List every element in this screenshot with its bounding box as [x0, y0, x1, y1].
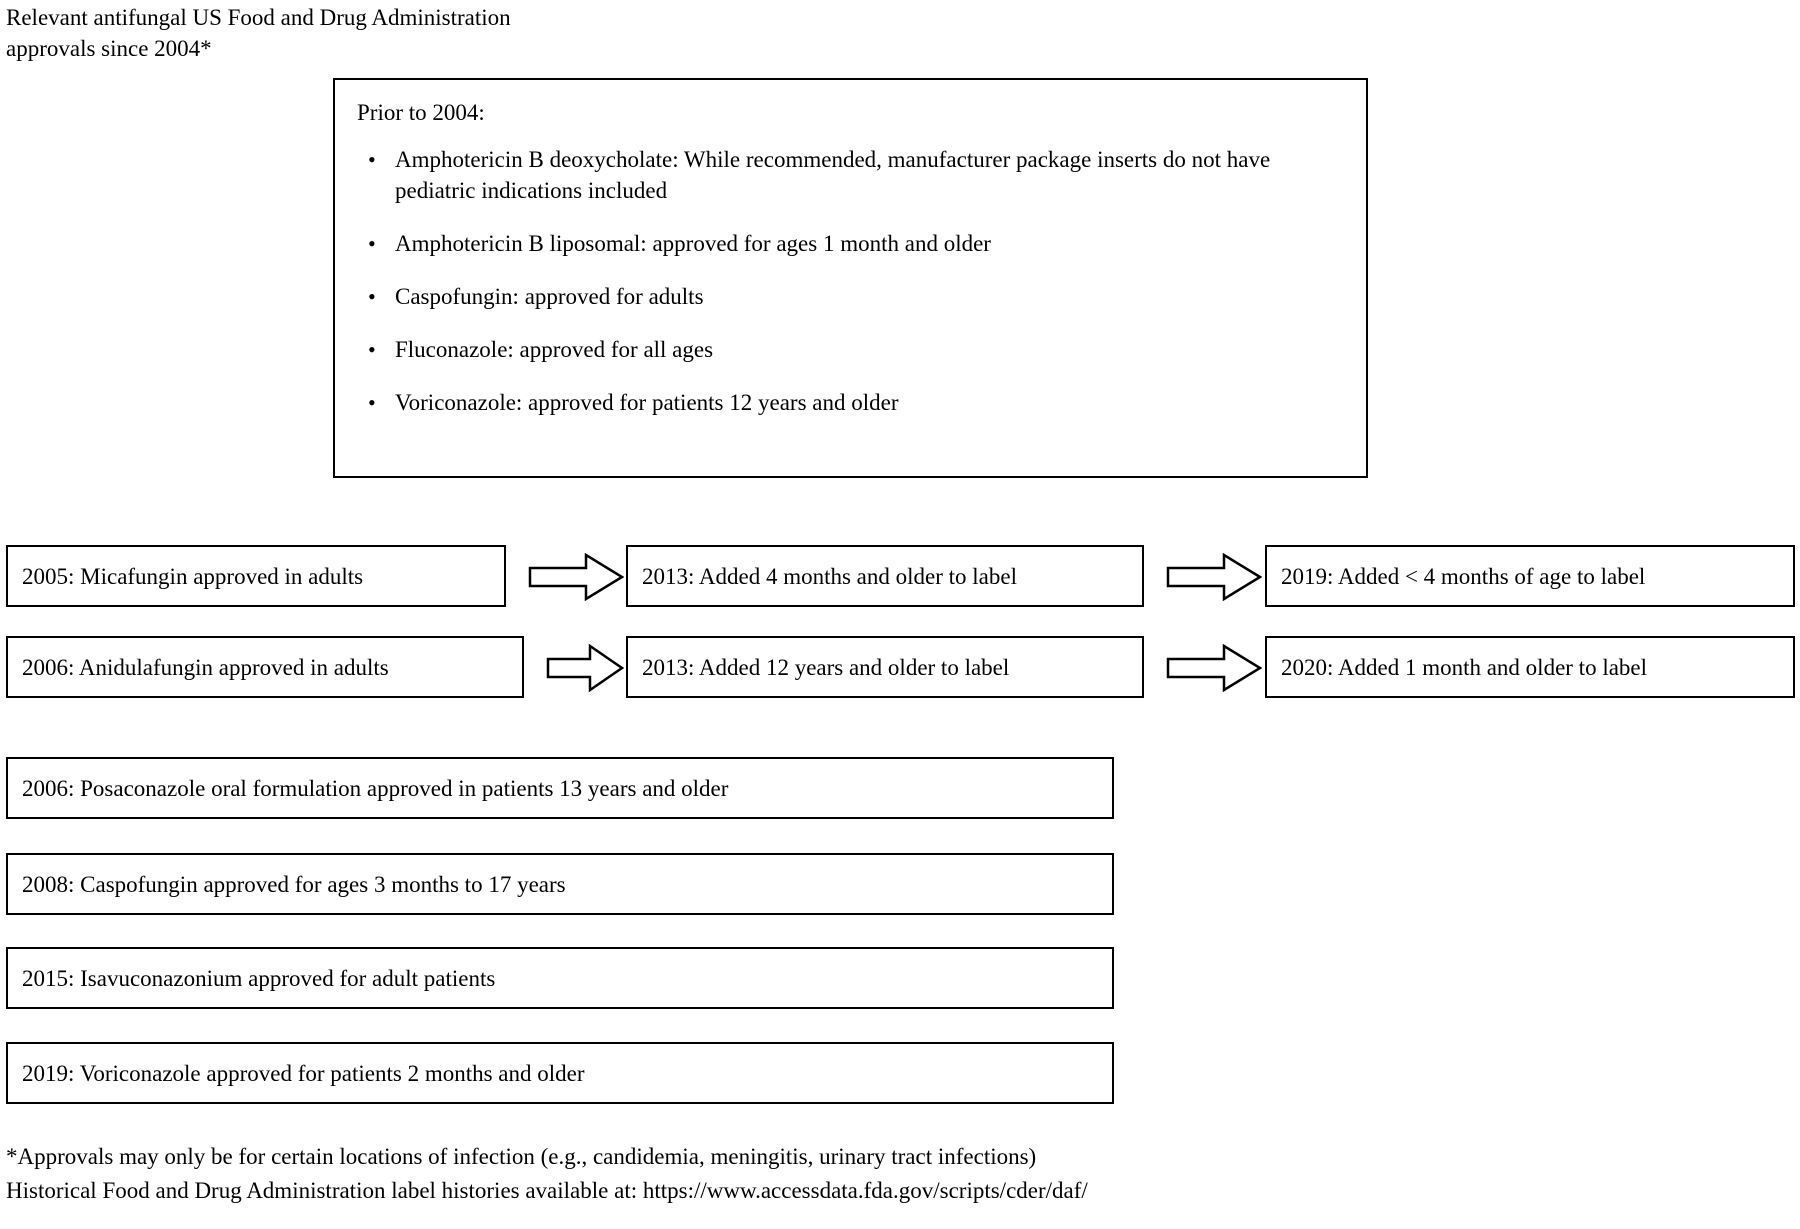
flow-node-posaconazole-2006: 2006: Posaconazole oral formulation approved in patients 13 years and older — [6, 757, 1114, 819]
footnote-approvals: *Approvals may only be for certain locations of infection (e.g., candidemia, meningitis, urinary tract infections) — [6, 1144, 1037, 1169]
footnote-label-histories: Historical Food and Drug Administration label histories available at: https://www.accessdata.fda.gov/scripts/cder/daf/ — [6, 1178, 1088, 1203]
prior-to-2004-heading: Prior to 2004: — [357, 100, 485, 125]
arrow-right-icon — [1166, 643, 1262, 693]
list-item — [357, 387, 1344, 418]
arrow-right-icon — [546, 643, 624, 693]
list-item — [357, 228, 1344, 259]
figure-title: Relevant antifungal US Food and Drug Administration approvals since 2004* — [6, 5, 511, 61]
footnotes — [6, 1140, 1506, 1208]
list-item-label: Amphotericin B liposomal: approved for ages 1 month and older — [395, 231, 991, 256]
list-item-label: Amphotericin B deoxycholate: While recommended, manufacturer package inserts do not have pediatric indications included — [395, 147, 1271, 203]
flow-node-anidulafungin-2006: 2006: Anidulafungin approved in adults — [6, 636, 524, 698]
flow-node-micafungin-2013: 2013: Added 4 months and older to label — [626, 545, 1144, 607]
flow-node-caspofungin-2008: 2008: Caspofungin approved for ages 3 months to 17 years — [6, 853, 1114, 915]
flow-node-anidulafungin-2013: 2013: Added 12 years and older to label — [626, 636, 1144, 698]
list-item — [357, 334, 1344, 365]
flow-node-micafungin-2005: 2005: Micafungin approved in adults — [6, 545, 506, 607]
list-item — [357, 144, 1344, 206]
flow-node-micafungin-2019: 2019: Added < 4 months of age to label — [1265, 545, 1795, 607]
bullet-icon: • — [368, 390, 376, 415]
flow-node-voriconazole-2019: 2019: Voriconazole approved for patients 2 months and older — [6, 1042, 1114, 1104]
list-item-label: Fluconazole: approved for all ages — [395, 337, 714, 362]
bullet-icon: • — [368, 284, 376, 309]
arrow-right-icon — [528, 552, 624, 602]
flow-node-anidulafungin-2020: 2020: Added 1 month and older to label — [1265, 636, 1795, 698]
arrow-right-icon — [1166, 552, 1262, 602]
list-item-label: Caspofungin: approved for adults — [395, 284, 704, 309]
list-item — [357, 281, 1344, 312]
bullet-icon: • — [368, 337, 376, 362]
bullet-icon: • — [368, 147, 376, 172]
flow-node-isavuconazonium-2015: 2015: Isavuconazonium approved for adult patients — [6, 947, 1114, 1009]
bullet-icon: • — [368, 231, 376, 256]
prior-to-2004-box — [333, 78, 1368, 478]
list-item-label: Voriconazole: approved for patients 12 years and older — [395, 390, 899, 415]
